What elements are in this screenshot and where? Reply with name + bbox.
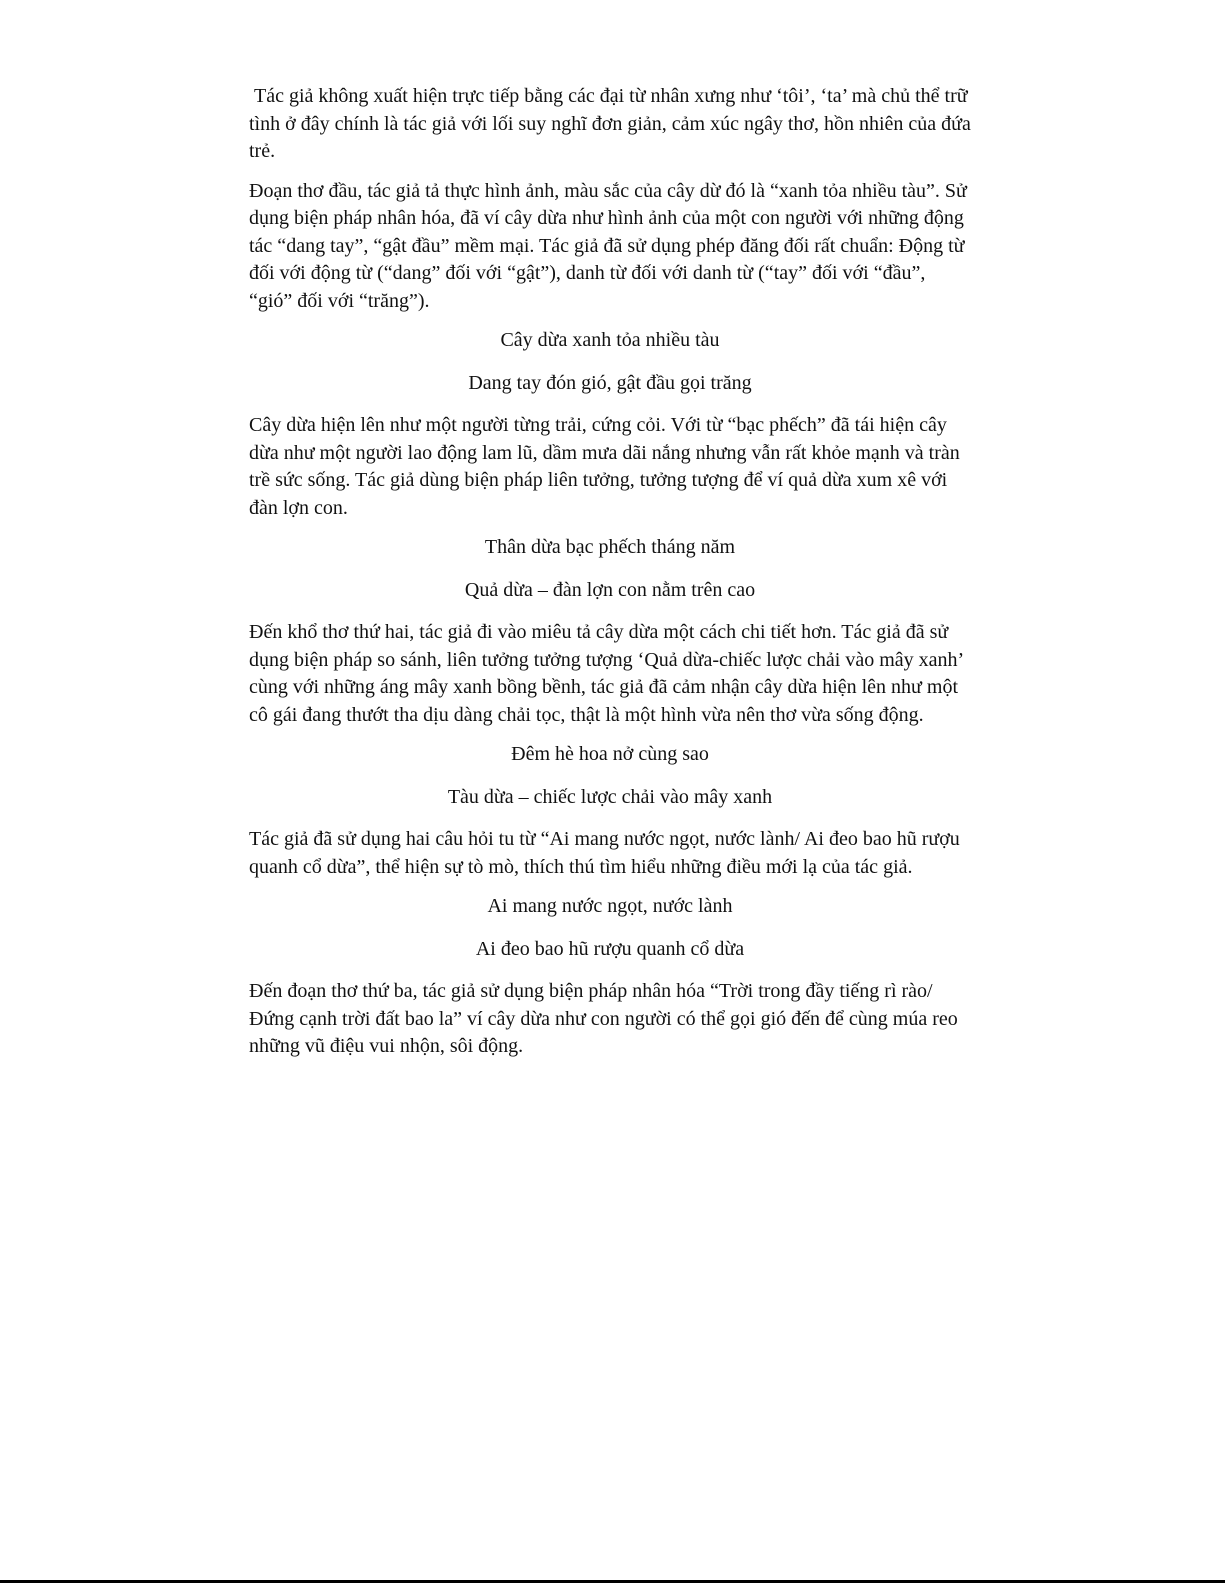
paragraph-intro: Tác giả không xuất hiện trực tiếp bằng các đại từ nhân xưng như ‘tôi’, ‘ta’ mà chủ thể trữ tình ở đây chính là tác giả với lối suy nghĩ đơn giản, cảm xúc ngây thơ, hồn nhiên của đứa trẻ. <box>249 85 971 162</box>
verse-line: Thân dừa bạc phếch tháng năm <box>484 536 736 558</box>
verse-line: Tàu dừa – chiếc lược chải vào mây xanh <box>447 785 773 808</box>
verse-line: Đêm hè hoa nở cùng sao <box>511 743 709 765</box>
verse-line: Cây dừa xanh tỏa nhiều tàu <box>500 329 720 351</box>
verse-line: Ai đeo bao hũ rượu quanh cổ dừa <box>475 937 745 960</box>
document-page <box>249 83 971 1073</box>
paragraph-coconut-trunk: Cây dừa hiện lên như một người từng trải, cứng cỏi. Với từ “bạc phếch” đã tái hiện cây dừa như một người lao động lam lũ, dầm mưa dãi nắng nhưng vẫn rất khỏe mạnh và tràn trề sức sống. Tác giả dùng biện pháp liên tưởng, tưởng tượng để ví quả dừa xum xê với đàn lợn con. <box>249 414 960 519</box>
paragraph-second-stanza: Đến khổ thơ thứ hai, tác giả đi vào miêu tả cây dừa một cách chi tiết hơn. Tác giả đã sử dụng biện pháp so sánh, liên tưởng tưởng tượng ‘Quả dừa-chiếc lược chải vào mây xanh’ cùng với những áng mây xanh bồng bềnh, tác giả đã cảm nhận cây dừa hiện lên như một cô gái đang thướt tha dịu dàng chải tọc, thật là một hình vừa nên thơ vừa sống động. <box>249 621 963 726</box>
verse-line: Dang tay đón gió, gật đầu gọi trăng <box>468 371 752 394</box>
page-bottom-border <box>0 1580 1225 1583</box>
paragraph-first-stanza: Đoạn thơ đầu, tác giả tả thực hình ảnh, màu sắc của cây dừ đó là “xanh tỏa nhiều tàu”. Sử dụng biện pháp nhân hóa, đã ví cây dừa như hình ảnh của một con người với những động tác “dang tay”, “gật đầu” mềm mại. Tác giả đã sử dụng phép đăng đối rất chuẩn: Động từ đối với động từ (“dang” đối với “gật”), danh từ đối với danh từ (“tay” đối với “đầu”, “gió” đối với “trăng”). <box>249 179 967 312</box>
paragraph-third-stanza: Đến đoạn thơ thứ ba, tác giả sử dụng biện pháp nhân hóa “Trời trong đầy tiếng rì rào/ Đứng cạnh trời đất bao la” ví cây dừa như con người có thể gọi gió đến để cùng múa reo những vũ điệu vui nhộn, sôi động. <box>249 980 958 1057</box>
verse-line: Ai mang nước ngọt, nước lành <box>487 895 733 917</box>
paragraph-rhetorical-questions: Tác giả đã sử dụng hai câu hỏi tu từ “Ai mang nước ngọt, nước lành/ Ai đeo bao hũ rượu quanh cổ dừa”, thể hiện sự tò mò, thích thú tìm hiểu những điều mới lạ của tác giả. <box>249 828 960 878</box>
verse-line: Quả dừa – đàn lợn con nằm trên cao <box>464 578 756 601</box>
